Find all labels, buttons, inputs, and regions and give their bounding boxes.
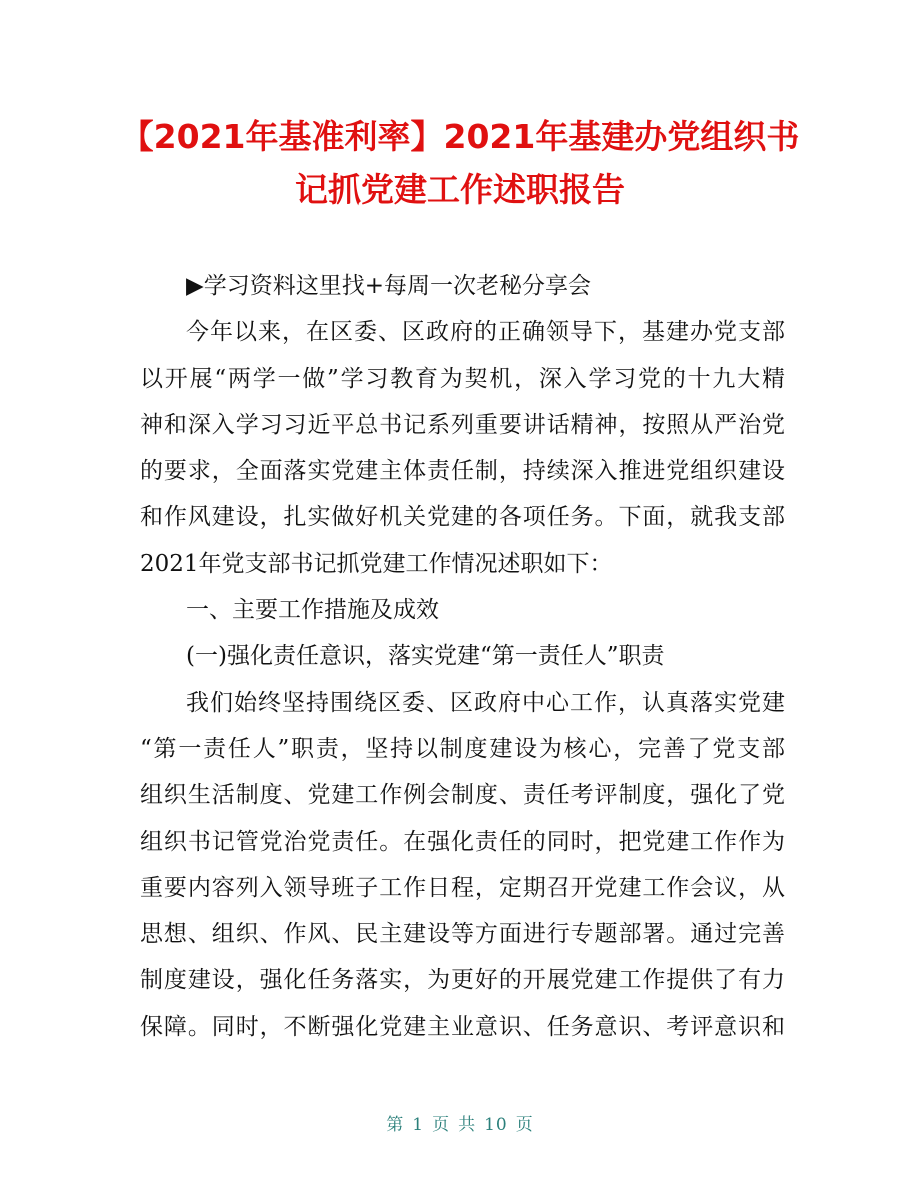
text-line: 的要求，全面落实党建主体责任制，持续深入推进党组织建设 xyxy=(140,458,785,485)
text-line: 组织生活制度、党建工作例会制度、责任考评制度，强化了党 xyxy=(140,782,785,809)
footer-prefix: 第 xyxy=(386,1115,405,1135)
document-body xyxy=(140,263,785,1050)
text-line: 保障。同时，不断强化党建主业意识、任务意识、考评意识和 xyxy=(140,1013,785,1040)
text-line: 以开展“两学一做”学习教育为契机，深入学习党的十九大精 xyxy=(140,365,785,392)
document-title-line-1: 【2021年基准利率】2021年基建办党组织书 xyxy=(120,117,800,156)
page-footer xyxy=(0,1110,920,1135)
footer-current-page: 1 xyxy=(412,1115,425,1135)
text-line: 组织书记管党治党责任。在强化责任的同时，把党建工作作为 xyxy=(140,828,785,855)
text-line: 和作风建设，扎实做好机关党建的各项任务。下面，就我支部 xyxy=(140,504,785,531)
text-line: 2021年党支部书记抓党建工作情况述职如下： xyxy=(140,550,613,577)
text-line: 重要内容列入领导班子工作日程，定期召开党建工作会议，从 xyxy=(140,874,785,901)
footer-suffix: 页 xyxy=(515,1115,534,1135)
text-line: 我们始终坚持围绕区委、区政府中心工作，认真落实党建 xyxy=(186,689,785,716)
section-heading: 一、主要工作措施及成效 xyxy=(186,597,439,624)
text-line: 思想、组织、作风、民主建设等方面进行专题部署。通过完善 xyxy=(140,921,785,948)
text-line: 今年以来，在区委、区政府的正确领导下，基建办党支部 xyxy=(186,319,785,346)
text-line: “第一责任人”职责，坚持以制度建设为核心，完善了党支部 xyxy=(140,735,785,762)
text-line: 制度建设，强化任务落实，为更好的开展党建工作提供了有力 xyxy=(140,967,785,994)
footer-total-pages: 10 xyxy=(484,1115,508,1135)
footer-page-word: 页 xyxy=(432,1115,451,1135)
promo-line: ▶学习资料这里找+每周一次老秘分享会 xyxy=(186,273,591,299)
footer-total-word: 共 xyxy=(458,1115,477,1135)
text-line: 神和深入学习习近平总书记系列重要讲话精神，按照从严治党 xyxy=(140,411,785,438)
document-title-line-2: 记抓党建工作述职报告 xyxy=(295,170,625,209)
subsection-heading: (一)强化责任意识，落实党建“第一责任人”职责 xyxy=(186,643,665,670)
